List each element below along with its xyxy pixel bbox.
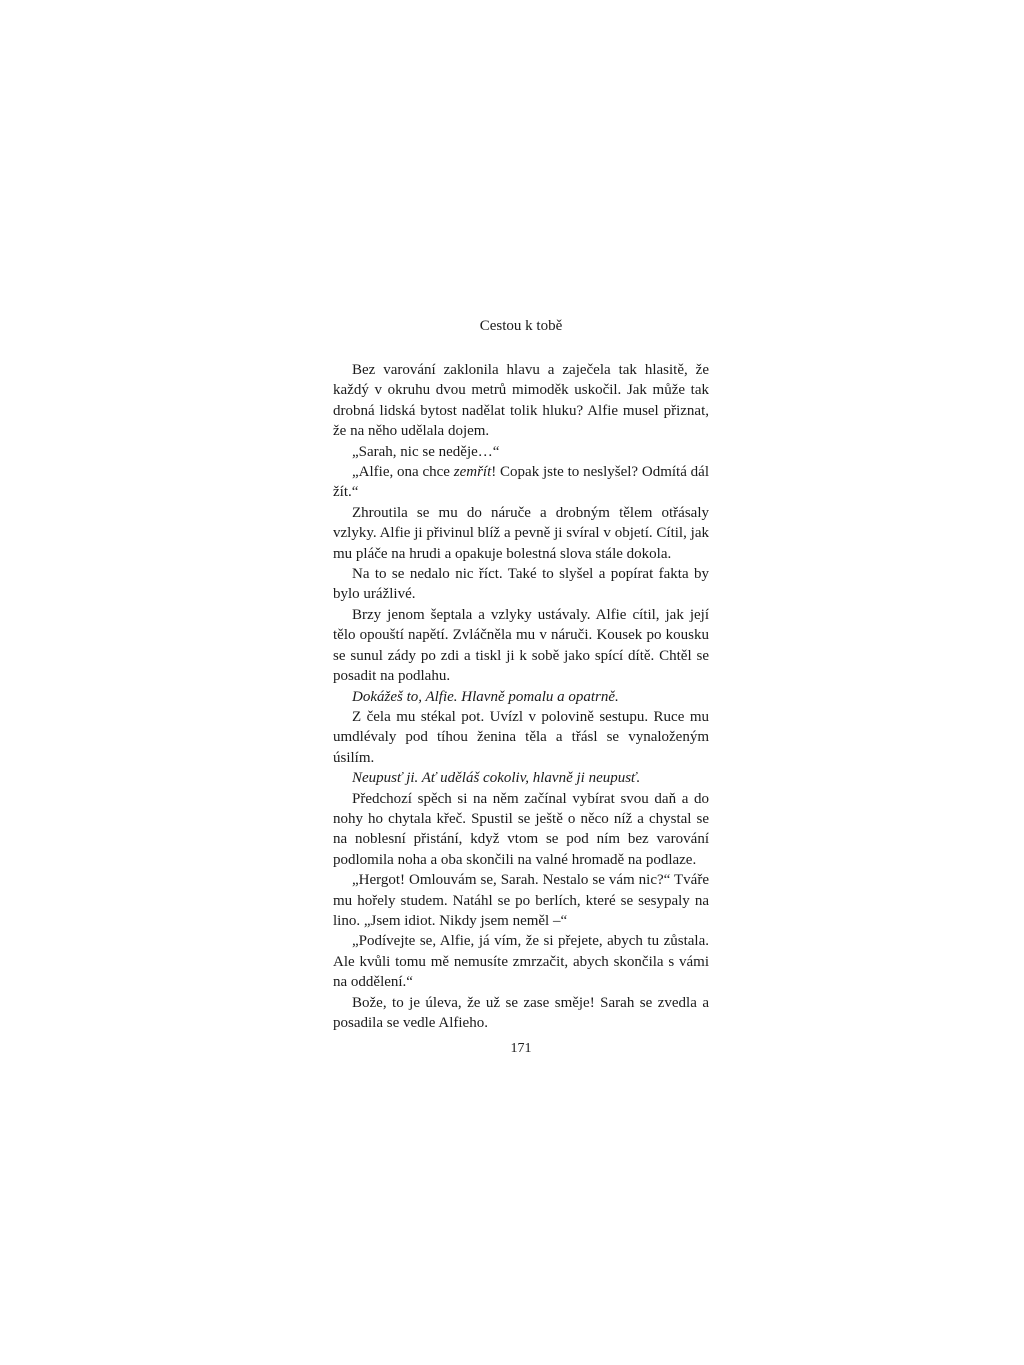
text-run: Zhroutila se mu do náruče a drobným tělem otřásaly vzlyky. Alfie ji přivinul blíž a pevně ji svíral v objetí. Cítil, jak mu pláče na hrudi a opakuje bolestná slova stále dokola. (333, 504, 709, 562)
paragraph (333, 442, 709, 462)
italic-text: zemřít (453, 464, 492, 481)
text-run: Předchozí spěch si na něm začínal vybírat svou daň a do nohy ho chytala křeč. Spustil se ještě o něco níž a chystal se na noblesní přistání, když vtom se pod ním bez varování podlomila noha a oba skončili na valné hromadě na podlaze. (333, 790, 709, 868)
paragraph (333, 993, 709, 1034)
page-number: 171 (510, 1041, 532, 1056)
paragraph (333, 605, 709, 687)
paragraph (333, 360, 709, 442)
paragraph (333, 687, 709, 707)
text-run: „Alfie, ona chce (352, 464, 454, 481)
paragraph (333, 707, 709, 768)
italic-text: Dokážeš to, Alfie. Hlavně pomalu a opatrně. (352, 688, 619, 705)
text-run: „Sarah, nic se neděje…“ (352, 443, 500, 460)
text-run: Z čela mu stékal pot. Uvízl v polovině sestupu. Ruce mu umdlévaly pod tíhou ženina těla a třásl se vynaloženým úsilím. (333, 708, 709, 766)
text-run: ! Copak jste to neslyšel? Odmítá dál žít.“ (333, 464, 709, 501)
paragraph (333, 503, 709, 564)
paragraph (333, 931, 709, 992)
text-run: „Hergot! Omlouvám se, Sarah. Nestalo se vám nic?“ Tváře mu hořely studem. Natáhl se po berlích, které se sesypaly na lino. „Jsem idiot. Nikdy jsem neměl –“ (333, 872, 709, 929)
paragraph (333, 462, 709, 503)
text-run: Bez varování zaklonila hlavu a zaječela tak hlasitě, že každý v okruhu dvou metrů mimoděk uskočil. Jak může tak drobná lidská bytost nadělat tolik hluku? Alfie musel přiznat, že na něho udělala dojem. (333, 362, 709, 440)
paragraph (333, 768, 709, 788)
text-run: Na to se nedalo nic říct. Také to slyšel a popírat fakta by bylo urážlivé. (333, 566, 709, 603)
text-run: Brzy jenom šeptala a vzlyky ustávaly. Alfie cítil, jak její tělo opouští napětí. Zvláčněla mu v náruči. Kousek po kousku se sunul zády po zdi a tiskl ji k sobě jako spící dítě. Chtěl se posadit na podlahu. (333, 606, 709, 685)
paragraph (333, 870, 709, 931)
body-text (333, 360, 709, 1033)
paragraph (333, 564, 709, 605)
italic-text: Neupusť ji. Ať uděláš cokoliv, hlavně ji neupusť. (352, 770, 641, 787)
running-head: Cestou k tobě (479, 318, 563, 334)
text-run: „Podívejte se, Alfie, já vím, že si přejete, abych tu zůstala. Ale kvůli tomu mě nemusíte zmrzačit, abych skončila s vámi na oddělení.“ (333, 933, 709, 991)
text-run: Bože, to je úleva, že už se zase směje! Sarah se zvedla a posadila se vedle Alfieho. (333, 994, 709, 1031)
paragraph (333, 789, 709, 871)
